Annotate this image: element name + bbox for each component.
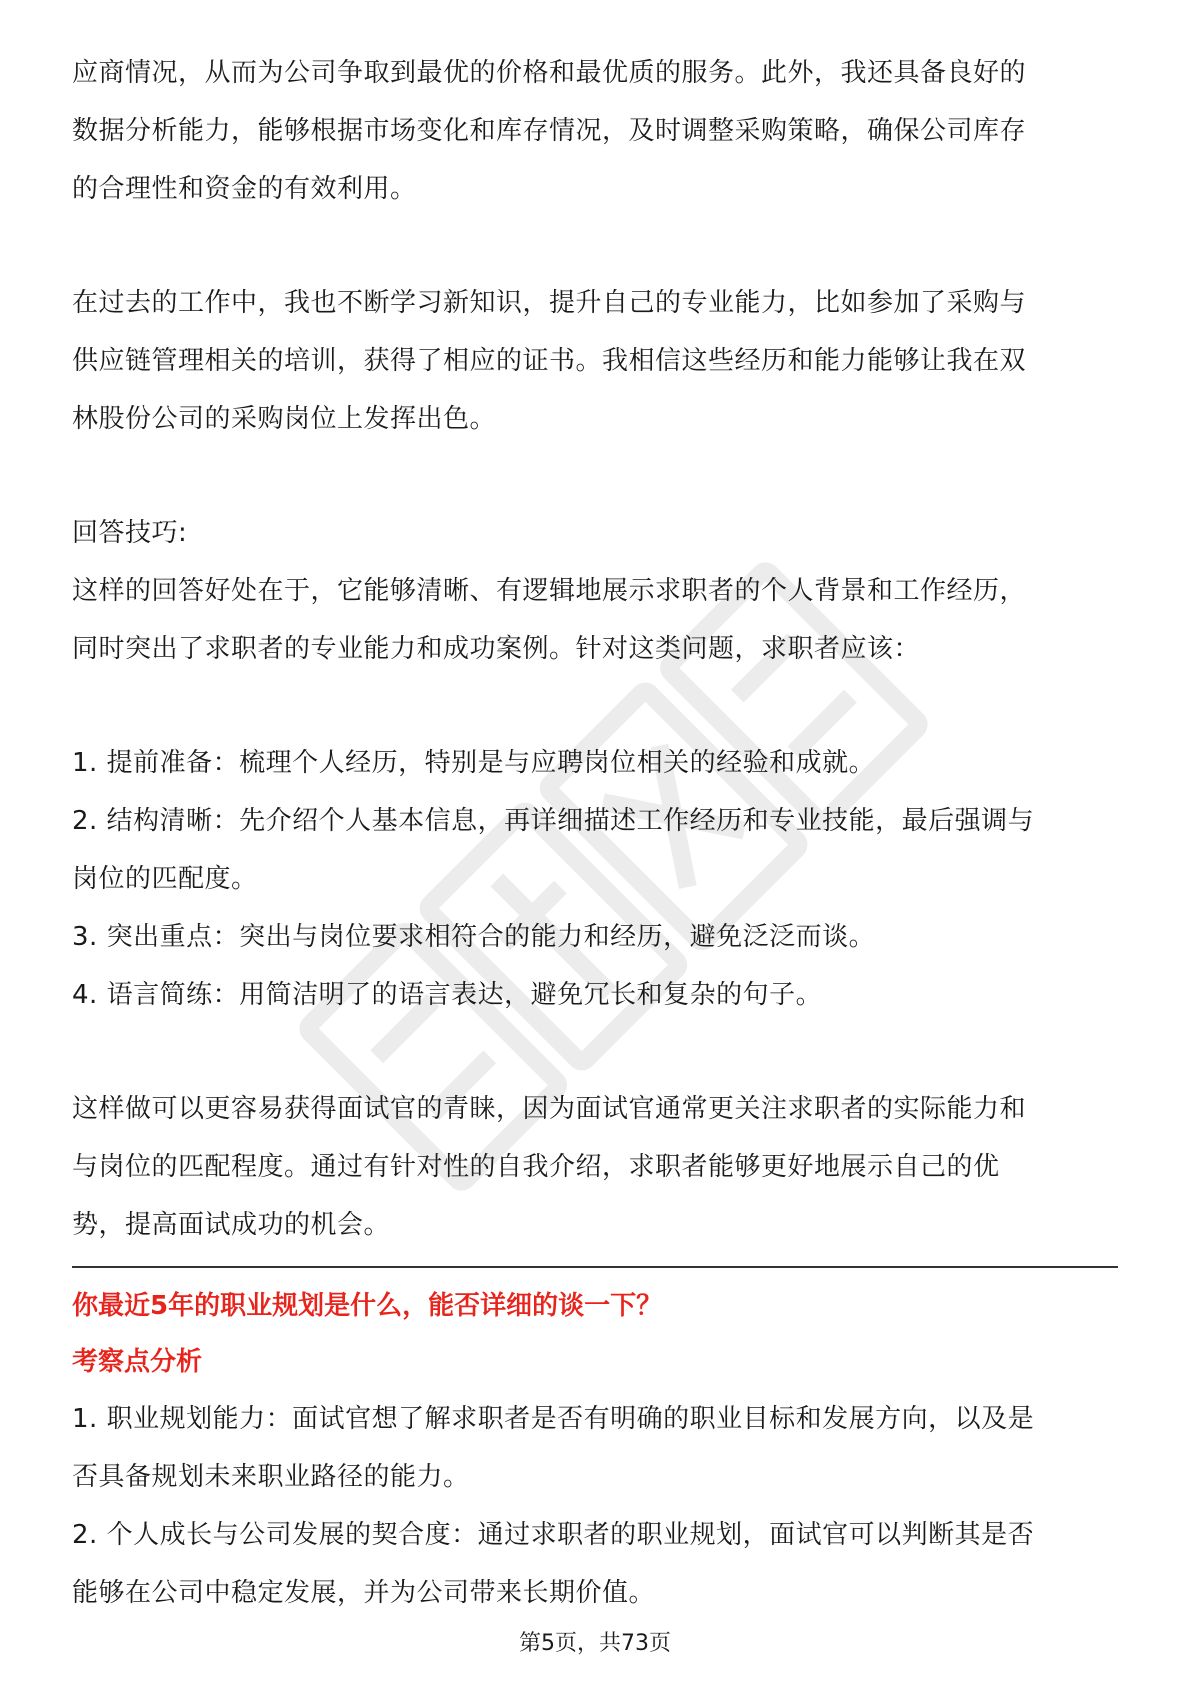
text-line: 这样做可以更容易获得面试官的青睐，因为面试官通常更关注求职者的实际能力和 (72, 1094, 1027, 1124)
text-line: 这样的回答好处在于，它能够清晰、有逻辑地展示求职者的个人背景和工作经历， (72, 576, 1027, 606)
text-line: 数据分析能力，能够根据市场变化和库存情况，及时调整采购策略，确保公司库存 (72, 116, 1027, 146)
list-item: 2. 个人成长与公司发展的契合度：通过求职者的职业规划，面试官可以判断其是否 (72, 1520, 1035, 1550)
page-number: 第5页，共73页 (519, 1631, 671, 1656)
analysis-list (72, 1390, 1118, 1622)
tips-list (72, 734, 1118, 1024)
text-line: 林股份公司的采购岗位上发挥出色。 (72, 404, 497, 434)
list-item: 3. 突出重点：突出与岗位要求相符合的能力和经历，避免泛泛而谈。 (72, 922, 876, 952)
text-line: 与岗位的匹配程度。通过有针对性的自我介绍，求职者能够更好地展示自己的优 (72, 1152, 1000, 1182)
list-item: 否具备规划未来职业路径的能力。 (72, 1462, 470, 1492)
analysis-heading: 考察点分析 (72, 1347, 203, 1377)
list-item: 能够在公司中稳定发展，并为公司带来长期价值。 (72, 1578, 656, 1608)
list-item: 岗位的匹配度。 (72, 864, 258, 894)
list-item: 4. 语言简练：用简洁明了的语言表达，避免冗长和复杂的句子。 (72, 980, 823, 1010)
section-divider (72, 1266, 1118, 1268)
list-item: 2. 结构清晰：先介绍个人基本信息，再详细描述工作经历和专业技能，最后强调与 (72, 806, 1035, 836)
list-item: 1. 提前准备：梳理个人经历，特别是与应聘岗位相关的经验和成就。 (72, 748, 876, 778)
text-line: 的合理性和资金的有效利用。 (72, 174, 417, 204)
list-item: 1. 职业规划能力：面试官想了解求职者是否有明确的职业目标和发展方向，以及是 (72, 1404, 1035, 1434)
paragraph-conclusion (72, 1080, 1118, 1254)
tips-intro (72, 562, 1118, 678)
tips-heading: 回答技巧: (72, 518, 188, 548)
paragraph-learning (72, 274, 1118, 448)
text-line: 在过去的工作中，我也不断学习新知识，提升自己的专业能力，比如参加了采购与 (72, 288, 1027, 318)
text-line: 应商情况，从而为公司争取到最优的价格和最优质的服务。此外，我还具备良好的 (72, 58, 1027, 88)
interview-question: 你最近5年的职业规划是什么，能否详细的谈一下？ (72, 1291, 663, 1321)
text-line: 供应链管理相关的培训，获得了相应的证书。我相信这些经历和能力能够让我在双 (72, 346, 1027, 376)
text-line: 同时突出了求职者的专业能力和成功案例。针对这类问题，求职者应该： (72, 634, 921, 664)
paragraph-supplier (72, 44, 1118, 218)
document-body (72, 44, 1118, 1622)
text-line: 势，提高面试成功的机会。 (72, 1210, 391, 1240)
